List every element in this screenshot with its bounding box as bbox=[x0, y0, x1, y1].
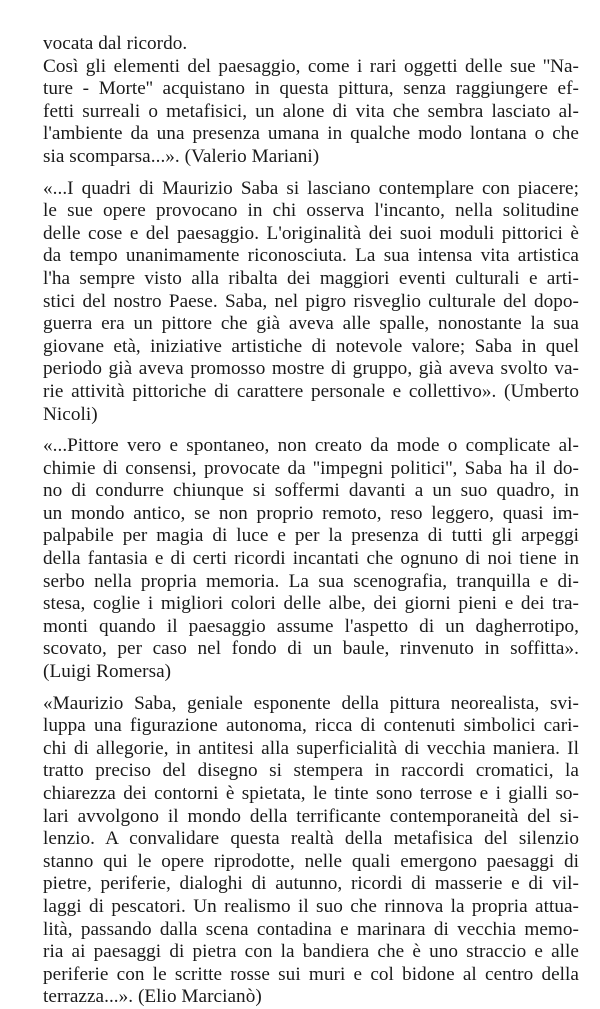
text-line: chimie di consensi, provocate da ''impegni politici'', Saba ha il do- bbox=[43, 457, 579, 479]
text-line: l'ambiente da una presenza umana in qualche modo lontana o che bbox=[43, 123, 579, 145]
text-line: guerra era un pittore che già aveva alle spalle, nonostante la sua bbox=[43, 313, 579, 335]
text-line: periferie con le scritte rosse sui muri e col bidone al centro della bbox=[43, 963, 579, 985]
text-line: giovane età, iniziative artistiche di notevole valore; Saba in quel bbox=[43, 335, 579, 357]
text-line: l'ha sempre visto alla ribalta dei maggiori eventi culturali e arti- bbox=[43, 267, 579, 289]
text-line: lari avvolgono il mondo della terrificante contemporaneità del si- bbox=[43, 805, 579, 827]
text-line: lità, passando dalla scena contadina e marinara di vecchia memo- bbox=[43, 918, 579, 940]
text-line: monti quando il paesaggio assume l'aspetto di un dagherrotipo, bbox=[43, 615, 579, 637]
text-line: ture - Morte'' acquistano in questa pittura, senza raggiungere ef- bbox=[43, 78, 579, 100]
text-line: periodo già aveva promosso mostre di gruppo, già aveva svolto va- bbox=[43, 358, 579, 380]
text-line: pietre, periferie, dialoghi di autunno, ricordi di masserie e di vil- bbox=[43, 873, 579, 895]
text-line: chiarezza dei contorni è spietata, le tinte sono terrose e i gialli so- bbox=[43, 783, 579, 804]
text-line: le sue opere provocano in chi osserva l'incanto, nella solitudine bbox=[43, 200, 579, 222]
text-line: laggi di pescatori. Un realismo il suo che rinnova la propria attua- bbox=[43, 895, 579, 917]
paragraph-marciano-quote bbox=[43, 693, 579, 1009]
text-line: della fantasia e di certi ricordi incantati che ognuno di noi tiene in bbox=[43, 548, 579, 570]
text-line: da tempo unanimamente riconosciuta. La sua intensa vita artistica bbox=[43, 245, 579, 267]
text-line: palpabile per magia di luce e per la presenza di tutti gli arpeggi bbox=[43, 525, 579, 547]
text-line: serbo nella propria memoria. La sua scenografia, tranquilla e di- bbox=[43, 570, 579, 592]
text-line: vocata dal ricordo. bbox=[43, 33, 188, 54]
text-line: chi di allegorie, in antitesi alla superficialità di vecchia maniera. Il bbox=[43, 737, 579, 759]
paragraph-mariani-quote bbox=[43, 56, 579, 169]
text-line: un mondo antico, se non proprio remoto, reso leggero, quasi im- bbox=[43, 502, 579, 524]
text-line: luppa una figurazione autonoma, ricca di contenuti simbolici cari- bbox=[43, 715, 579, 737]
text-line: lenzio. A convalidare questa realtà della metafisica del silenzio bbox=[43, 828, 579, 850]
text-line: scovato, per caso nel fondo di un baule, rinvenuto in soffitta». bbox=[43, 638, 579, 660]
paragraph-romersa-quote bbox=[43, 435, 579, 684]
text-line: Così gli elementi del paesaggio, come i rari oggetti delle sue ''Na- bbox=[43, 55, 579, 77]
text-line-attribution: Nicoli) bbox=[43, 403, 98, 425]
text-line: rie attività pittoriche di carattere personale e collettivo». (Umberto bbox=[43, 380, 579, 402]
document-page bbox=[43, 33, 579, 1009]
text-line: fetti surreali o metafisici, un alone di vita che sembra lasciato al- bbox=[43, 100, 579, 122]
text-line: ria ai paesaggi di pietra con la bandiera che è uno straccio e alle bbox=[43, 941, 579, 963]
text-line: «Maurizio Saba, geniale esponente della pittura neorealista, svi- bbox=[43, 692, 579, 714]
text-line: stici del nostro Paese. Saba, nel pigro risveglio culturale del dopo- bbox=[43, 290, 579, 312]
paragraph-nicoli-quote bbox=[43, 178, 579, 427]
text-line-attribution: terrazza...». (Elio Marcianò) bbox=[43, 986, 262, 1008]
paragraph-intro-tail bbox=[43, 33, 579, 56]
text-line: stesa, coglie i migliori colori delle albe, dei giorni pieni e dei tra- bbox=[43, 593, 579, 615]
text-line-attribution: (Luigi Romersa) bbox=[43, 661, 172, 683]
text-line: tratto preciso del disegno si stempera in raccordi cromatici, la bbox=[43, 760, 579, 782]
text-line: no di condurre chiunque si soffermi davanti a un suo quadro, in bbox=[43, 480, 579, 502]
text-line: «...I quadri di Maurizio Saba si lasciano contemplare con piacere; bbox=[43, 177, 579, 199]
text-line: delle cose e del paesaggio. L'originalità dei suoi moduli pittorici è bbox=[43, 222, 579, 244]
text-line: stanno qui le opere riprodotte, nelle quali emergono paesaggi di bbox=[43, 850, 579, 872]
text-line: «...Pittore vero e spontaneo, non creato da mode o complicate al- bbox=[43, 435, 579, 457]
text-line-attribution: sia scomparsa...». (Valerio Mariani) bbox=[43, 145, 320, 167]
